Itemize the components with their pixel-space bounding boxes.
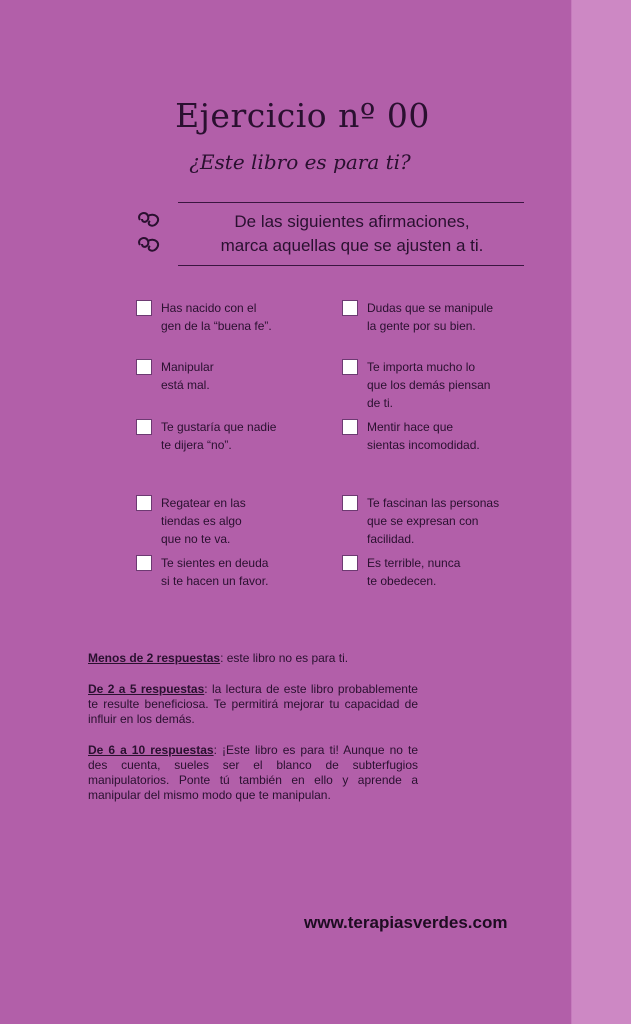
checkbox[interactable] <box>342 419 358 435</box>
page-title: Ejercicio nº 00 <box>175 96 430 135</box>
checklist-item-label: Mentir hace que sientas incomodidad. <box>367 420 480 452</box>
result-label: De 6 a 10 respuestas <box>88 743 214 757</box>
checkbox[interactable] <box>342 300 358 316</box>
checklist-item[interactable] <box>342 418 542 454</box>
instructions-line-1: De las siguientes afirmaciones, <box>234 212 470 231</box>
checklist-item-label: Te gustaría que nadie te dijera “no”. <box>161 420 277 452</box>
checkbox[interactable] <box>136 419 152 435</box>
checklist-item[interactable] <box>136 554 321 590</box>
result-text: : ¡Este libro es para ti! Aunque no te des cuenta, sueles ser el blanco de subterfugios manipulatorios. Ponte tú también en ello y aprende a manipular del mismo modo que te manipulan. <box>88 743 419 802</box>
instructions <box>180 210 524 258</box>
checkbox[interactable] <box>342 555 358 571</box>
scroll-ornament-icon <box>134 208 164 258</box>
checklist-item[interactable] <box>136 299 321 335</box>
checklist-item-label: Regatear en las tiendas es algo que no te va. <box>161 496 246 546</box>
checklist-item-label: Dudas que se manipule la gente por su bien. <box>367 301 494 333</box>
checklist-item-label: Has nacido con el gen de la “buena fe”. <box>161 301 272 333</box>
checkbox[interactable] <box>136 555 152 571</box>
checklist-item[interactable] <box>342 358 542 412</box>
results-section <box>88 651 418 819</box>
bottom-divider <box>178 265 524 266</box>
checklist-item[interactable] <box>342 299 542 335</box>
checklist-item[interactable] <box>136 358 321 394</box>
checkbox[interactable] <box>342 359 358 375</box>
checklist-item-label: Te importa mucho lo que los demás piensan de ti. <box>367 360 491 410</box>
page-subtitle: ¿Este libro es para ti? <box>189 150 411 174</box>
top-divider <box>178 202 524 203</box>
checklist-item[interactable] <box>342 494 542 548</box>
checklist-item-label: Manipular está mal. <box>161 360 214 392</box>
checkbox[interactable] <box>136 495 152 511</box>
checkbox[interactable] <box>136 300 152 316</box>
result-label: De 2 a 5 respuestas <box>88 682 205 696</box>
checkbox[interactable] <box>342 495 358 511</box>
result-text: : este libro no es para ti. <box>220 651 349 665</box>
checklist-item[interactable] <box>342 554 542 590</box>
checkbox[interactable] <box>136 359 152 375</box>
result-paragraph <box>88 682 418 727</box>
instructions-line-2: marca aquellas que se ajusten a ti. <box>220 236 484 255</box>
website-link[interactable]: www.terapiasverdes.com <box>304 913 508 932</box>
book-spine <box>571 0 631 1024</box>
checklist-item-label: Te fascinan las personas que se expresan con facilidad. <box>367 496 500 546</box>
checklist-item-label: Te sientes en deuda si te hacen un favor. <box>161 556 269 588</box>
checklist-item-label: Es terrible, nunca te obedecen. <box>367 556 461 588</box>
result-paragraph <box>88 743 418 803</box>
result-paragraph <box>88 651 418 666</box>
checklist-item[interactable] <box>136 418 321 454</box>
checklist-item[interactable] <box>136 494 321 548</box>
result-label: Menos de 2 respuestas <box>88 651 221 665</box>
result-text: : la lectura de este libro probablemente te resulte beneficiosa. Te permitirá mejorar tu capacidad de influir en los demás. <box>88 682 418 726</box>
